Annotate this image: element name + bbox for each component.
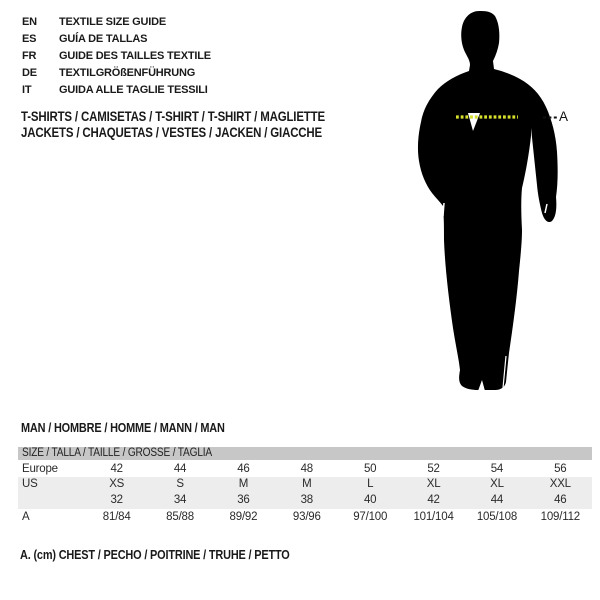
man-silhouette	[418, 11, 558, 390]
table-row-chest-a	[18, 509, 592, 526]
cell: 89/92	[212, 509, 275, 526]
size-table-header-row	[18, 447, 592, 461]
cell: 34	[148, 493, 211, 509]
category-tshirts: T-SHIRTS / CAMISETAS / T-SHIRT / T-SHIRT / MAGLIETTE	[21, 109, 325, 124]
language-code: DE	[22, 67, 37, 79]
language-label: GUÍA DE TALLAS	[59, 33, 148, 45]
cell: 46	[212, 461, 275, 477]
row-label	[18, 493, 85, 509]
cell: 93/96	[275, 509, 338, 526]
language-label: TEXTILE SIZE GUIDE	[59, 16, 167, 28]
section-title-man: MAN / HOMBRE / HOMME / MANN / MAN	[21, 420, 225, 435]
cell: S	[148, 477, 211, 493]
cell: 105/108	[465, 509, 528, 526]
cell: M	[275, 477, 338, 493]
cell: 48	[275, 461, 338, 477]
measure-label-a: A	[559, 109, 569, 124]
cell: XL	[402, 477, 465, 493]
cell: XL	[465, 477, 528, 493]
language-label: TEXTILGRÖßENFÜHRUNG	[59, 67, 196, 79]
cell: 42	[402, 493, 465, 509]
cell: 50	[339, 461, 402, 477]
row-label: A	[18, 509, 85, 526]
cell: L	[339, 477, 402, 493]
language-label: GUIDA ALLE TAGLIE TESSILI	[59, 84, 208, 96]
language-code: IT	[22, 84, 32, 96]
table-row-us	[18, 477, 592, 493]
cell: 85/88	[148, 509, 211, 526]
cell: 38	[275, 493, 338, 509]
cell: M	[212, 477, 275, 493]
cell: 52	[402, 461, 465, 477]
row-label: Europe	[18, 461, 85, 477]
cell: 54	[465, 461, 528, 477]
table-row-numeric	[18, 493, 592, 509]
cell: 56	[529, 461, 592, 477]
cell: 42	[85, 461, 148, 477]
cell: 36	[212, 493, 275, 509]
measurement-footnote: A. (cm) CHEST / PECHO / POITRINE / TRUHE / PETTO	[20, 547, 290, 562]
cell: 32	[85, 493, 148, 509]
category-jackets: JACKETS / CHAQUETAS / VESTES / JACKEN / GIACCHE	[21, 125, 323, 140]
language-code: FR	[22, 50, 37, 62]
cell: 97/100	[339, 509, 402, 526]
cell: 46	[529, 493, 592, 509]
cell: XS	[85, 477, 148, 493]
cell: 44	[148, 461, 211, 477]
cell: 81/84	[85, 509, 148, 526]
size-table-header: SIZE / TALLA / TAILLE / GRÖSSE / TAGLIA	[18, 447, 592, 461]
cell: 44	[465, 493, 528, 509]
table-row-europe	[18, 461, 592, 477]
cell: 109/112	[529, 509, 592, 526]
cell: 101/104	[402, 509, 465, 526]
cell: XXL	[529, 477, 592, 493]
size-table	[18, 447, 592, 526]
language-code: ES	[22, 33, 37, 45]
language-label: GUIDE DES TAILLES TEXTILE	[59, 50, 211, 62]
pocket-crease	[443, 203, 444, 216]
language-code: EN	[22, 16, 37, 28]
cell: 40	[339, 493, 402, 509]
row-label: US	[18, 477, 85, 493]
